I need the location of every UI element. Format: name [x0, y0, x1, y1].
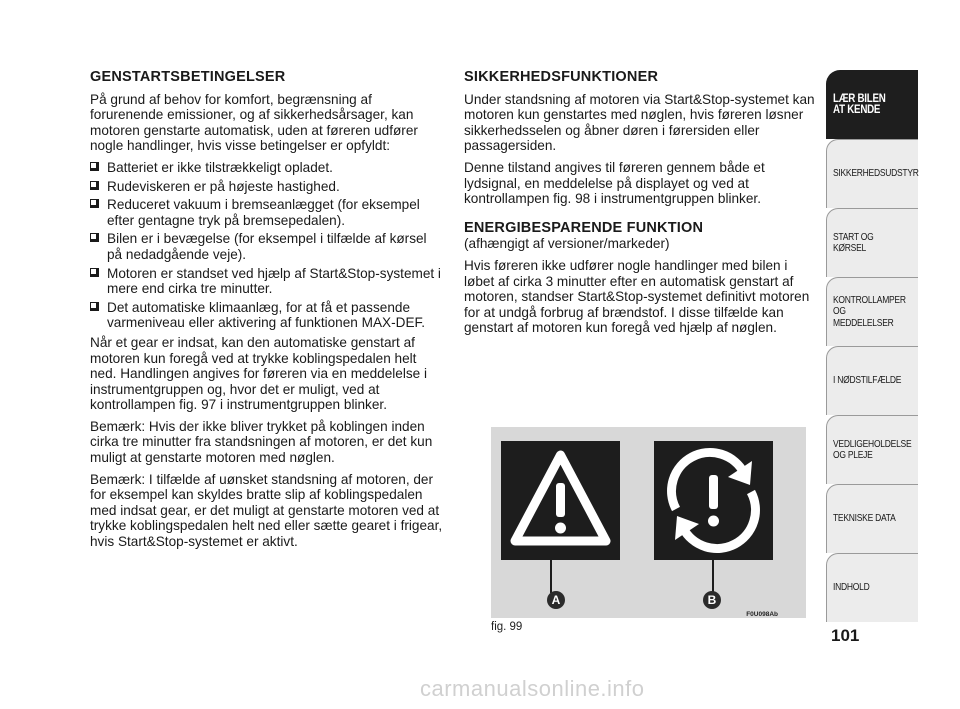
leader-line-a — [550, 553, 552, 593]
chapter-sidebar — [826, 70, 918, 622]
checkbox-bullet-icon — [90, 199, 99, 208]
watermark: carmanualsonline.info — [420, 676, 645, 701]
heading-safety-functions: SIKKERHEDSFUNKTIONER — [464, 69, 659, 85]
figure-label: fig. 99 — [491, 621, 523, 633]
middle-column — [464, 70, 816, 342]
checkbox-bullet-icon — [90, 162, 99, 171]
energy-subheading: (afhængigt af versioner/markeder) — [464, 236, 670, 252]
leader-line-b — [712, 553, 714, 593]
checkbox-bullet-icon — [90, 233, 99, 242]
note-paragraph-2: Bemærk: I tilfælde af uønsket standsning af motoren, der for eksempel kan skyldes bratte slip af koblingspedalen med indsat gear, er det muligt at genstarte motoren ved at trykke koblingspedalen helt ned eller sætte gearet i frigear, hvis Start&Stop-systemet er aktivt. — [90, 471, 443, 550]
sidebar-tab-kontrollamper[interactable]: KONTROLLAMPER OG MEDDELELSER — [826, 277, 918, 346]
list-item: Rudeviskeren er på højeste hastighed. — [90, 179, 445, 195]
list-item: Bilen er i bevægelse (for eksempel i tilfælde af kørsel på nedadgående veje). — [90, 231, 445, 262]
list-item: Det automatiske klimaanlæg, for at få et passende varmeniveau eller aktivering af funktionen MAX-DEF. — [90, 300, 445, 331]
list-item: Motoren er standset ved hjælp af Start&Stop-systemet i mere end cirka tre minutter. — [90, 266, 445, 297]
checkbox-bullet-icon — [90, 181, 99, 190]
sidebar-tab-indhold[interactable]: INDHOLD — [826, 553, 918, 622]
list-item: Reduceret vakuum i bremseanlægget (for eksempel efter gentagne tryk på bremsepedalen). — [90, 197, 445, 228]
safety-paragraph: Under standsning af motoren via Start&Stop-systemet kan motoren kun genstartes med nøglen, hvis føreren løsner sikkerhedsselen og åbner døren i førersiden eller passagersiden. — [464, 91, 815, 154]
heading-energy-saving: ENERGIBESPARENDE FUNKTION — [464, 219, 704, 236]
heading-restart-conditions: GENSTARTSBETINGELSER — [90, 69, 286, 85]
gear-paragraph: Når et gear er indsat, kan den automatiske genstart af motoren kun foregå ved at trykke koblingspedalen helt ned. Handlingen angives for føreren via en meddelelse i instrumentgruppen og, hvor det er muligt, ved at kontrollampen fig. 97 i instrumentgruppen blinker. — [90, 334, 428, 413]
start-stop-warning-icon — [654, 441, 773, 560]
checkbox-bullet-icon — [90, 268, 99, 277]
signal-paragraph: Denne tilstand angives til føreren gennem både et lydsignal, en meddelelse på displayet og ved at kontrollampen fig. 98 i instrumentgruppen blinker. — [464, 159, 765, 207]
figure-code: F0U098Ab — [746, 611, 778, 618]
callout-b: B — [703, 591, 721, 609]
sidebar-tab-vedligeholdelse[interactable]: VEDLIGEHOLDELSE OG PLEJE — [826, 415, 918, 484]
energy-paragraph: Hvis føreren ikke udfører nogle handlinger med bilen i løbet af cirka 3 minutter efter en automatisk genstart af motoren, standser Start&Stop-systemet definitivt motoren for at undgå forbrug af brændstof. I disse tilfælde kan genstart af motoren kun foregå ved hjælp af nøglen. — [464, 257, 810, 336]
checkbox-bullet-icon — [90, 302, 99, 311]
note-paragraph-1: Bemærk: Hvis der ikke bliver trykket på koblingen inden cirka tre minutter fra standsningen af motoren, er det kun muligt at genstarte motoren med nøglen. — [90, 418, 433, 466]
conditions-list — [90, 160, 445, 331]
intro-paragraph: På grund af behov for komfort, begrænsning af forurenende emissioner, og af sikkerhedsårsager, kan motoren genstarte automatisk, uden at føreren udfører nogle handlinger, hvis visse betingelser er opfyldt: — [90, 91, 418, 154]
list-item: Batteriet er ikke tilstrækkeligt opladet. — [90, 160, 445, 176]
panel-a — [501, 441, 620, 560]
sidebar-tab-sikkerhedsudstyr[interactable]: SIKKERHEDSUDSTYR — [826, 139, 918, 208]
panel-b — [654, 441, 773, 560]
callout-a: A — [547, 591, 565, 609]
sidebar-tab-start-og-korsel[interactable]: START OG KØRSEL — [826, 208, 918, 277]
left-column — [90, 70, 445, 556]
warning-triangle-icon — [501, 441, 620, 560]
figure-99 — [491, 427, 806, 618]
sidebar-tab-laer-bilen[interactable]: LÆR BILEN AT KENDE — [826, 70, 918, 139]
sidebar-tab-tekniske-data[interactable]: TEKNISKE DATA — [826, 484, 918, 553]
sidebar-tab-nodstilfaelde[interactable]: I NØDSTILFÆLDE — [826, 346, 918, 415]
page-number: 101 — [831, 626, 860, 645]
